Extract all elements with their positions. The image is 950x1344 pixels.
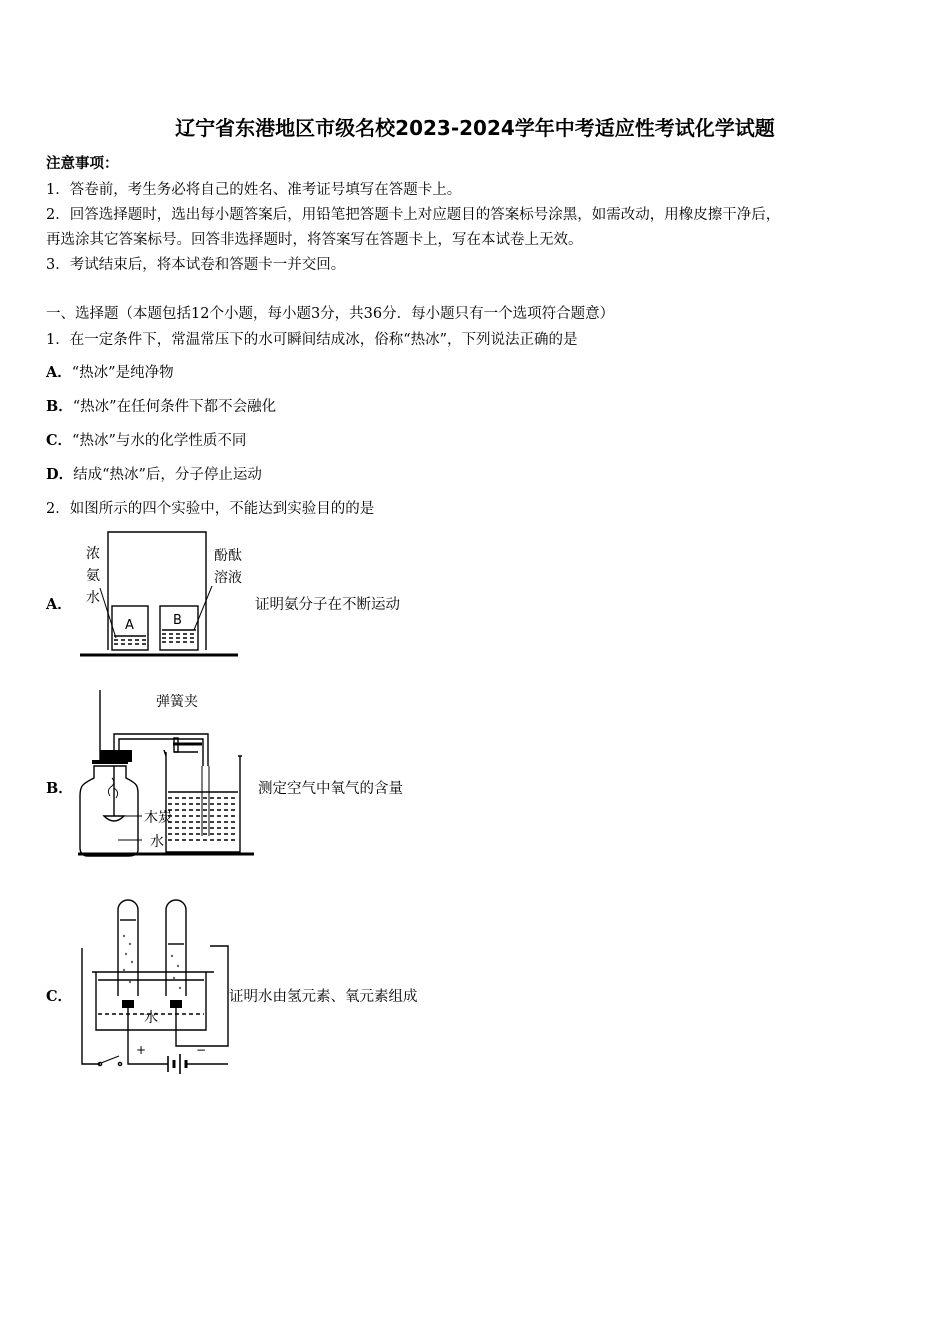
q1-option-d-text: 结成“热冰”后，分子停止运动 bbox=[73, 467, 262, 483]
label-spring-clamp: 弹簧夹 bbox=[156, 694, 198, 710]
q2-option-c-caption: 证明水由氢元素、氧元素组成 bbox=[229, 989, 418, 1005]
label-water-b: 水 bbox=[150, 834, 164, 850]
q1-stem: 1．在一定条件下，常温常压下的水可瞬间结成冰，俗称“热冰”，下列说法正确的是 bbox=[46, 332, 578, 348]
notice-item-3: 3．考试结束后，将本试卷和答题卡一并交回。 bbox=[46, 257, 346, 273]
q2-option-a-caption: 证明氨分子在不断运动 bbox=[255, 597, 400, 613]
label-conc-char-1: 浓 bbox=[86, 546, 100, 562]
beaker-b-label: B bbox=[173, 613, 182, 628]
q1-option-a-label: A． bbox=[46, 364, 72, 381]
q1-option-a[interactable] bbox=[46, 361, 174, 382]
q2-option-b-label[interactable]: B． bbox=[46, 780, 73, 797]
notice-item-2: 2．回答选择题时，选出每小题答案后，用铅笔把答题卡上对应题目的答案标号涂黑，如需改动，用橡皮擦干净后， bbox=[46, 207, 781, 223]
q1-option-b[interactable] bbox=[46, 395, 276, 416]
notice-item-2-cont: 再选涂其它答案标号。回答非选择题时，将答案写在答题卡上，写在本试卷上无效。 bbox=[46, 232, 583, 248]
q1-option-b-label: B． bbox=[46, 398, 73, 415]
notice-heading: 注意事项： bbox=[46, 155, 119, 172]
oxygen-measurement-figure bbox=[78, 686, 258, 858]
q1-option-d-label: D． bbox=[46, 466, 74, 483]
q2-option-a-label[interactable]: A． bbox=[46, 596, 72, 613]
page-title: 辽宁省东港地区市级名校2023-2024学年中考适应性考试化学试题 bbox=[175, 116, 775, 140]
q2-option-c-label[interactable]: C． bbox=[46, 988, 73, 1005]
label-conc-char-2: 氨 bbox=[86, 568, 100, 584]
label-solution: 溶液 bbox=[214, 570, 242, 586]
label-plus: + bbox=[136, 1043, 147, 1057]
notice-item-1: 1．答卷前，考生务必将自己的姓名、准考证号填写在答题卡上。 bbox=[46, 182, 462, 198]
ammonia-diffusion-figure bbox=[78, 526, 258, 664]
electrolysis-figure bbox=[78, 896, 238, 1086]
q2-stem: 2．如图所示的四个实验中，不能达到实验目的的是 bbox=[46, 501, 375, 517]
q1-option-b-text: “热冰”在任何条件下都不会融化 bbox=[72, 399, 277, 415]
q1-option-d[interactable] bbox=[46, 463, 262, 484]
q1-option-c-label: C． bbox=[46, 432, 73, 449]
label-conc-char-3: 水 bbox=[86, 590, 100, 606]
q2-option-b-caption: 测定空气中氧气的含量 bbox=[258, 781, 403, 797]
q1-option-a-text: “热冰”是纯净物 bbox=[71, 365, 174, 381]
label-charcoal: 木炭 bbox=[144, 810, 172, 826]
label-water-c: 水 bbox=[144, 1010, 158, 1026]
label-minus: − bbox=[196, 1043, 207, 1057]
label-phenolphthalein: 酚酞 bbox=[214, 548, 242, 564]
beaker-a-label: A bbox=[125, 618, 134, 633]
q1-option-c-text: “热冰”与水的化学性质不同 bbox=[72, 433, 247, 449]
section-heading: 一、选择题（本题包括12个小题，每小题3分，共36分．每小题只有一个选项符合题意） bbox=[46, 306, 615, 322]
q1-option-c[interactable] bbox=[46, 429, 246, 450]
